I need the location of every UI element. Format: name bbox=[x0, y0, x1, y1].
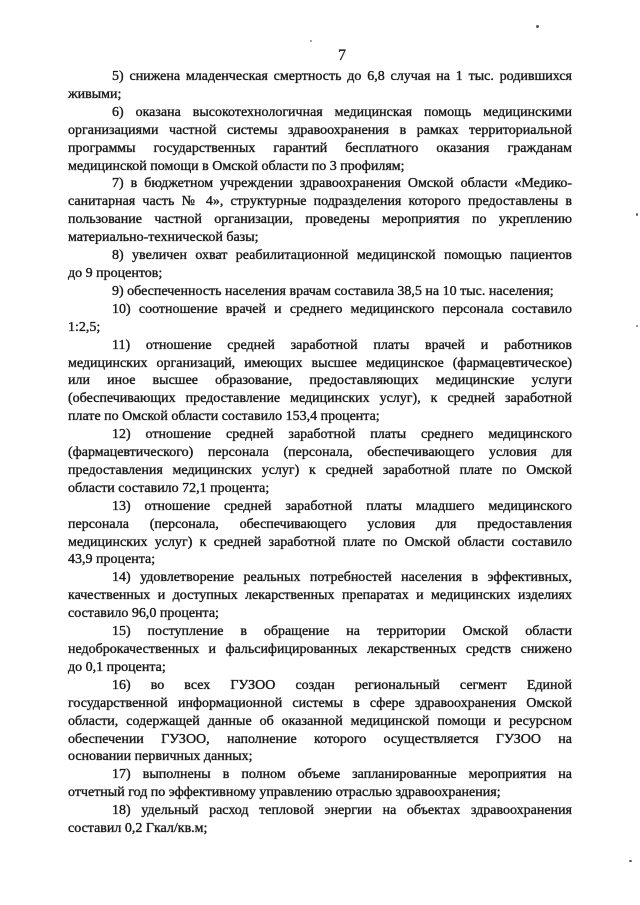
text-line: или иное высшее образование, предоставляющих медицинские услуги bbox=[68, 373, 572, 389]
text-line: обеспечении ГУЗОО, наполнение которого осуществляется ГУЗОО на bbox=[68, 731, 572, 747]
scan-speck bbox=[310, 40, 312, 42]
paragraph bbox=[68, 426, 572, 498]
paragraph bbox=[68, 247, 572, 283]
text-line: 11) отношение средней заработной платы врачей и работников bbox=[112, 337, 572, 353]
paragraph bbox=[68, 175, 572, 247]
page-number: 7 bbox=[338, 47, 346, 64]
text-line: 13) отношение средней заработной платы младшего медицинского bbox=[112, 498, 572, 514]
text-line: программы государственных гарантий бесплатного оказания гражданам bbox=[68, 140, 572, 156]
paragraph bbox=[68, 68, 572, 104]
text-line: 18) удельный расход тепловой энергии на объектах здравоохранения bbox=[112, 803, 572, 819]
text-line: медицинской помощи в Омской области по 3 профилям; bbox=[68, 158, 405, 174]
text-line: до 0,1 процента; bbox=[68, 659, 166, 675]
text-line: 1:2,5; bbox=[68, 319, 101, 335]
text-line: плате по Омской области составило 153,4 процента; bbox=[68, 409, 380, 425]
text-line: санитарная часть № 4», структурные подразделения которого предоставлены в bbox=[68, 194, 572, 210]
text-line: 12) отношение средней заработной платы среднего медицинского bbox=[112, 427, 572, 443]
text-line: 6) оказана высокотехнологичная медицинская помощь медицинскими bbox=[112, 104, 572, 120]
paragraph bbox=[68, 623, 572, 677]
text-line: (фармацевтического) персонала (персонала, обеспечивающего условия для bbox=[68, 445, 572, 461]
text-line: медицинских услуг) к средней заработной плате по Омской области составило bbox=[68, 534, 572, 550]
text-line: 5) снижена младенческая смертность до 6,8 случая на 1 тыс. родившихся bbox=[112, 69, 572, 84]
text-line: предоставления медицинских услуг) к средней заработной плате по Омской bbox=[68, 462, 572, 478]
text-line: организациями частной системы здравоохранения в рамках территориальной bbox=[68, 122, 572, 138]
scan-speck bbox=[536, 25, 539, 28]
scan-speck bbox=[636, 213, 638, 216]
text-line: материально-технической базы; bbox=[68, 230, 259, 246]
text-line: области, содержащей данные об оказанной медицинской помощи и ресурсном bbox=[68, 713, 572, 729]
paragraph bbox=[68, 301, 572, 337]
paragraph bbox=[68, 337, 572, 427]
text-line: 14) удовлетворение реальных потребностей населения в эффективных, bbox=[112, 570, 572, 586]
text-line: 43,9 процента; bbox=[68, 552, 156, 568]
text-line: персонала (персонала, обеспечивающего условия для предоставления bbox=[68, 516, 572, 532]
paragraph bbox=[68, 802, 572, 838]
text-line: медицинских организаций, имеющих высшее медицинское (фармацевтическое) bbox=[68, 355, 572, 371]
paragraph bbox=[68, 766, 572, 802]
text-line: государственной информационной системы в сфере здравоохранения Омской bbox=[68, 695, 572, 711]
paragraph bbox=[68, 677, 572, 767]
text-line: 10) соотношение врачей и среднего медицинского персонала составило bbox=[112, 301, 572, 317]
text-line: 16) во всех ГУЗОО создан региональный сегмент Единой bbox=[112, 677, 572, 693]
text-line: 7) в бюджетном учреждении здравоохранения Омской области «Медико- bbox=[112, 176, 572, 192]
text-line: основании первичных данных; bbox=[68, 749, 253, 765]
text-line: недоброкачественных и фальсифицированных лекарственных средств снижено bbox=[68, 642, 572, 657]
text-line: 8) увеличен охват реабилитационной медицинской помощью пациентов bbox=[112, 248, 572, 264]
paragraph bbox=[68, 569, 572, 623]
paragraph bbox=[68, 104, 572, 176]
text-line: живыми; bbox=[68, 86, 122, 102]
text-line: отчетный год по эффективному управлению отраслью здравоохранения; bbox=[68, 785, 501, 801]
paragraph bbox=[68, 283, 572, 301]
text-line: области составило 72,1 процента; bbox=[68, 480, 270, 496]
scan-speck bbox=[629, 860, 632, 862]
text-line: до 9 процентов; bbox=[68, 265, 163, 281]
text-line: 17) выполнены в полном объеме запланированные мероприятия на bbox=[112, 767, 572, 783]
document-body bbox=[68, 68, 572, 838]
text-line: составило 96,0 процента; bbox=[68, 606, 219, 622]
text-line: составил 0,2 Гкал/кв.м; bbox=[68, 821, 208, 837]
text-line: качественных и доступных лекарственных препаратах и медицинских изделиях bbox=[68, 588, 572, 604]
text-line: пользование частной организации, проведены мероприятия по укреплению bbox=[68, 212, 572, 228]
paragraph bbox=[68, 498, 572, 570]
text-line: 9) обеспеченность населения врачам составила 38,5 на 10 тыс. населения; bbox=[112, 283, 554, 299]
text-line: (обеспечивающих предоставление медицинских услуг), к средней заработной bbox=[68, 391, 572, 407]
text-line: 15) поступление в обращение на территории Омской области bbox=[112, 624, 572, 640]
scan-speck bbox=[636, 325, 638, 327]
